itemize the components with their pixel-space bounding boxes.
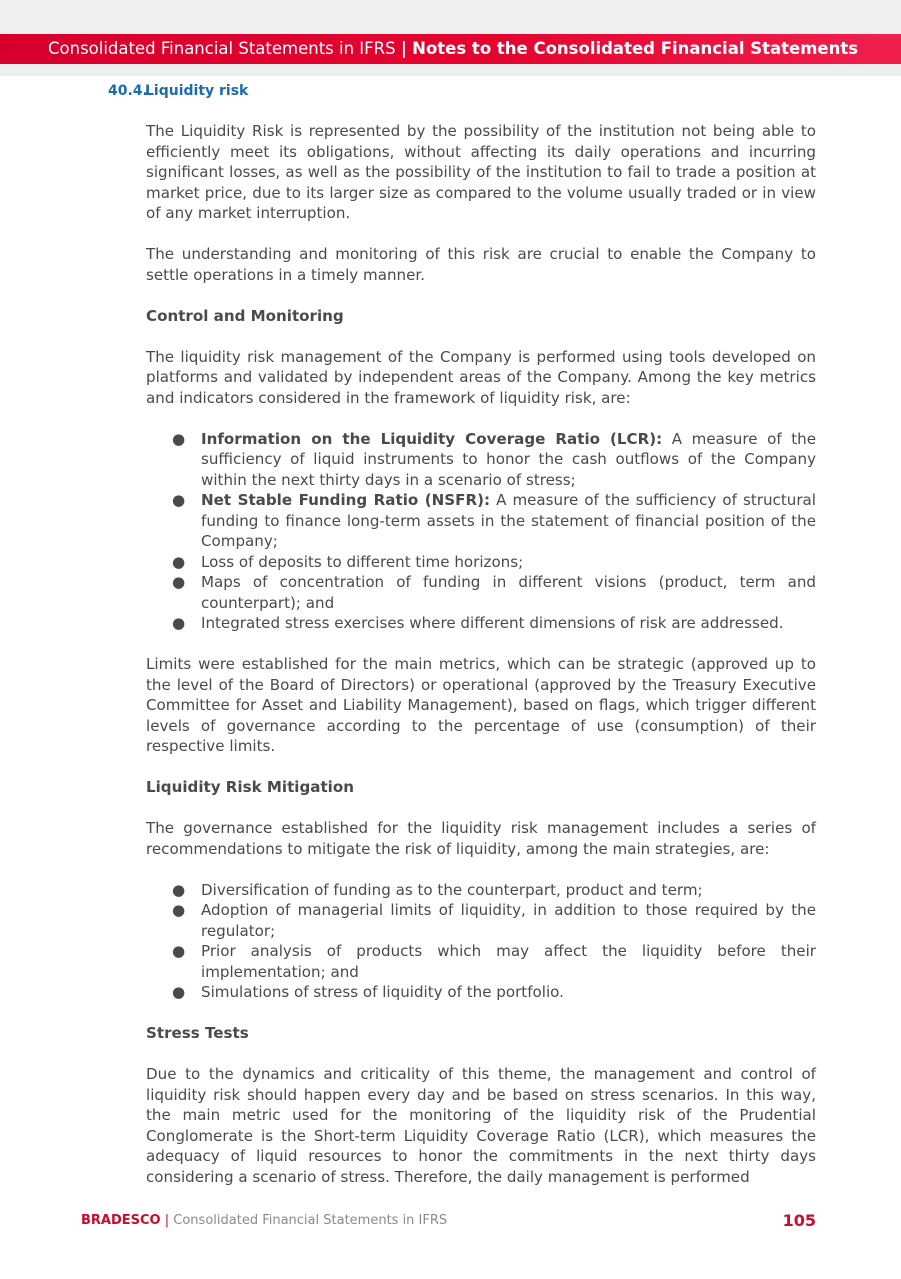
strategies-list (146, 880, 816, 1003)
list-item (146, 613, 816, 634)
list-item (146, 941, 816, 982)
header-title (48, 39, 868, 59)
strategy-text: Diversification of funding as to the counterpart, product and term; (201, 880, 703, 899)
page-footer (81, 1211, 816, 1231)
intro-paragraph-2: The understanding and monitoring of this risk are crucial to enable the Company to settle operations in a timely manner. (146, 245, 816, 284)
metric-description: Integrated stress exercises where different dimensions of risk are addressed. (201, 614, 784, 632)
footer-doc-title: Consolidated Financial Statements in IFRS (173, 1213, 448, 1228)
mitigation-heading: Liquidity Risk Mitigation (146, 778, 354, 796)
intro-paragraph-1: The Liquidity Risk is represented by the possibility of the institution not being able to efficiently meet its obligations, without affecting its daily operations and incurring significant losses, as well as the possibility of the institution to fail to trade a position at market price, due to its larger size as compared to the volume usually traded or in view of any market interruption. (146, 122, 816, 222)
bullet-icon: ● (172, 901, 186, 919)
header-shadow-band (0, 64, 901, 76)
list-item (146, 982, 816, 1003)
metric-term: Information on the Liquidity Coverage Ratio (LCR): (201, 429, 663, 448)
strategy-text: Simulations of stress of liquidity of the portfolio. (201, 983, 564, 1001)
strategy-text: Prior analysis of products which may affect the liquidity before their implementation; and (201, 942, 816, 981)
bullet-icon: ● (172, 614, 186, 632)
list-item (146, 900, 816, 941)
bullet-icon: ● (172, 491, 186, 509)
mitigation-paragraph: The governance established for the liquidity risk management includes a series of recommendations to mitigate the risk of liquidity, among the main strategies, are: (146, 819, 816, 858)
bullet-icon: ● (172, 552, 186, 571)
section-title: Liquidity risk (145, 83, 249, 99)
metric-description: A measure of the sufficiency of structural funding to finance long-term assets in the statement of financial position of the Company; (201, 491, 816, 550)
list-item (146, 880, 816, 901)
control-monitoring-heading: Control and Monitoring (146, 306, 344, 325)
page-number: 105 (782, 1211, 816, 1230)
section-number: 40.4. (108, 83, 148, 99)
bullet-icon: ● (172, 429, 186, 448)
header-title-bold: Notes to the Consolidated Financial Statements (412, 39, 859, 58)
stress-tests-paragraph: Due to the dynamics and criticality of this theme, the management and control of liquidity risk should happen every day and be based on stress scenarios. In this way, the main metric used for the monitoring of the liquidity risk of the Prudential Conglomerate is the Short-term Liquidity Coverage Ratio (LCR), which measures the adequacy of liquid resources to honor the commitments in the next thirty days considering a scenario of stress. Therefore, the daily management is performed (146, 1065, 816, 1186)
bullet-icon: ● (172, 573, 186, 591)
list-item (146, 552, 816, 573)
header-title-light: Consolidated Financial Statements in IFRS (48, 39, 396, 58)
top-margin-band (0, 0, 901, 34)
limits-paragraph: Limits were established for the main metrics, which can be strategic (approved up to the level of the Board of Directors) or operational (approved by the Treasury Executive Committee for Asset and Liability Management), based on flags, which trigger different levels of governance according to the percentage of use (consumption) of their respective limits. (146, 655, 816, 755)
header-separator: | (400, 39, 407, 58)
metric-description: Maps of concentration of funding in different visions (product, term and counterpart); and (201, 573, 816, 612)
bullet-icon: ● (172, 983, 186, 1001)
bullet-icon: ● (172, 880, 186, 899)
bullet-icon: ● (172, 942, 186, 960)
page-header-bar (0, 34, 901, 64)
metric-description: Loss of deposits to different time horizons; (201, 552, 524, 571)
list-item (146, 572, 816, 613)
control-monitoring-paragraph: The liquidity risk management of the Company is performed using tools developed on platforms and validated by independent areas of the Company. Among the key metrics and indicators considered in the framework of liquidity risk, are: (146, 347, 816, 407)
list-item (146, 490, 816, 552)
list-item (146, 429, 816, 491)
strategy-text: Adoption of managerial limits of liquidity, in addition to those required by the regulator; (201, 901, 816, 940)
metric-term: Net Stable Funding Ratio (NSFR): (201, 491, 491, 509)
footer-brand: BRADESCO (81, 1213, 161, 1228)
footer-label (81, 1213, 447, 1228)
body-content (146, 121, 816, 1187)
metric-description: A measure of the sufficiency of liquid instruments to honor the cash outflows of the Company within the next thirty days in a scenario of stress; (201, 429, 816, 489)
footer-separator: | (164, 1213, 170, 1228)
stress-tests-heading: Stress Tests (146, 1024, 249, 1042)
metrics-list (146, 429, 816, 634)
section-heading (108, 83, 248, 99)
